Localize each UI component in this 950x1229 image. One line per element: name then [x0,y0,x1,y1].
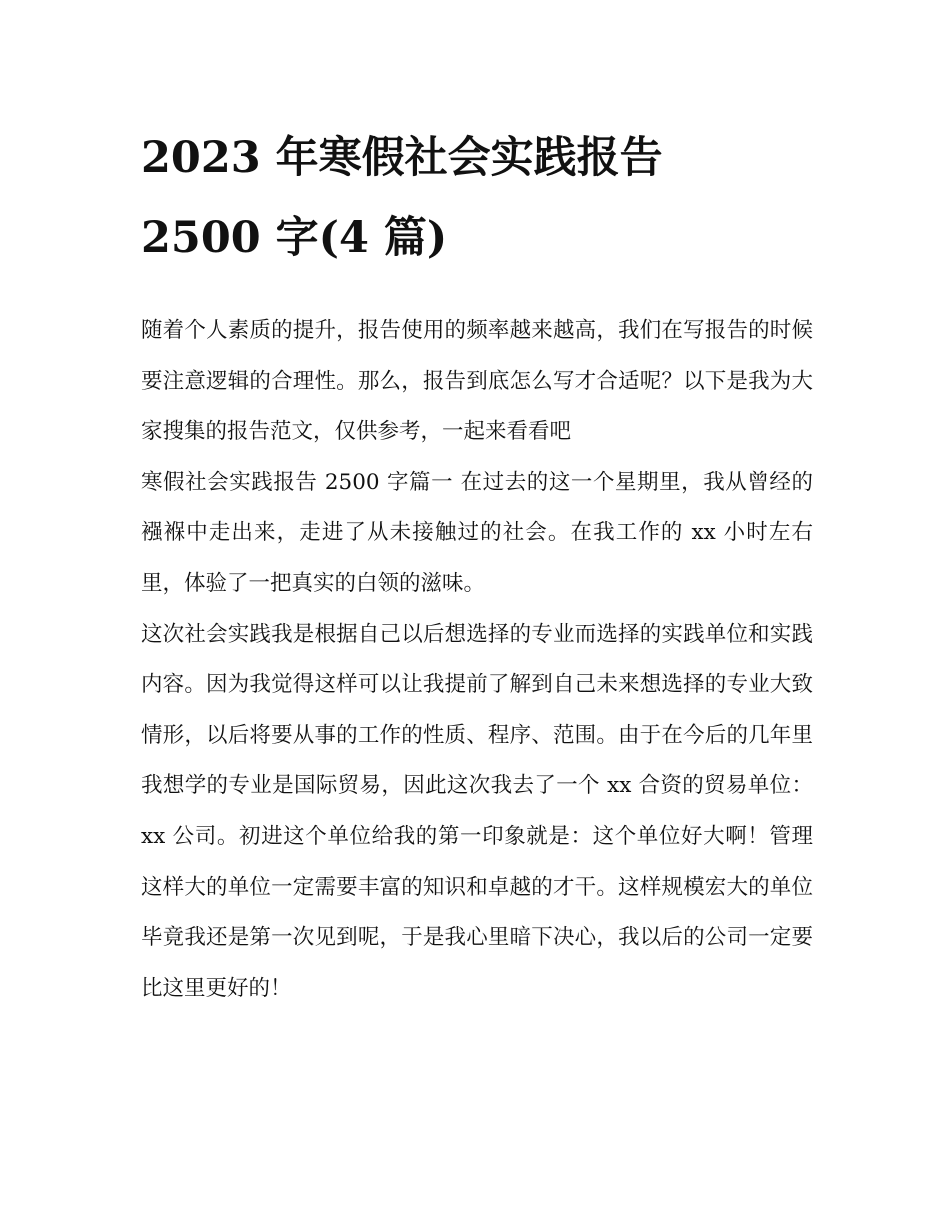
paragraph-practice: 这次社会实践我是根据自己以后想选择的专业而选择的实践单位和实践内容。因为我觉得这样可以让我提前了解到自己未来想选择的专业大致情形，以后将要从事的工作的性质、程序、范围。由于在今后的几年里我想学的专业是国际贸易，因此这次我去了一个 xx 合资的贸易单位：xx 公司。初进这个单位给我的第一印象就是：这个单位好大啊！管理这样大的单位一定需要丰富的知识和卓越的才干。这样规模宏大的单位毕竟我还是第一次见到呢，于是我心里暗下决心，我以后的公司一定要比这里更好的！ [141,621,813,1001]
document-title [141,0,813,278]
document-body [141,306,813,1014]
title-line-1: 2023 年寒假社会实践报告 [141,133,663,183]
document-page [141,0,813,1229]
title-line-2: 2500 字(4 篇) [141,213,448,263]
paragraph-part-one: 寒假社会实践报告 2500 字篇一 在过去的这一个星期里，我从曾经的襁褓中走出来，走进了从未接触过的社会。在我工作的 xx 小时左右里，体验了一把真实的白领的滋味。 [141,469,813,596]
paragraph-intro: 随着个人素质的提升，报告使用的频率越来越高，我们在写报告的时候要注意逻辑的合理性。那么，报告到底怎么写才合适呢？以下是我为大家搜集的报告范文，仅供参考，一起来看看吧 [141,318,813,445]
